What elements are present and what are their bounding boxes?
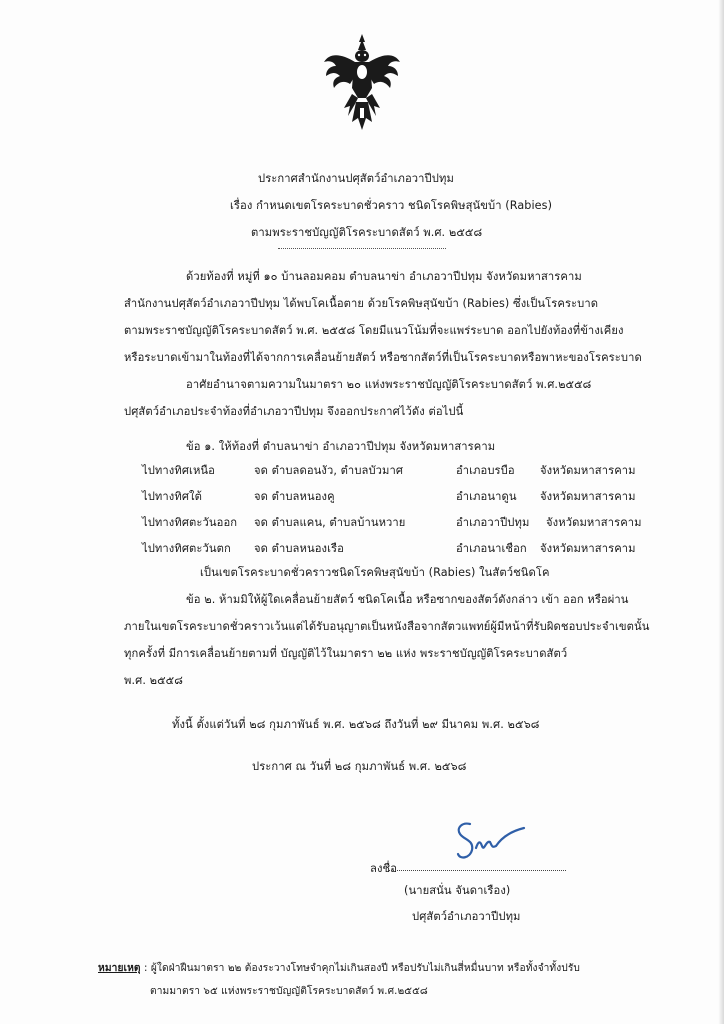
border-subdistrict: จด ตำบลแคน, ตำบลบ้านหวาย (254, 516, 406, 529)
note-line-1 (98, 962, 580, 976)
effective-period: ทั้งนี้ ตั้งแต่วันที่ ๒๘ กุมภาพันธ์ พ.ศ. ๒๕๖๘ ถึงวันที่ ๒๙ มีนาคม พ.ศ. ๒๕๖๘ (172, 718, 540, 731)
border-district: อำเภอวาปีปทุม (456, 516, 530, 529)
announcement-title: ประกาศสำนักงานปศุสัตว์อำเภอวาปีปทุม (258, 172, 454, 185)
border-subdistrict: จด ตำบลดอนงัว, ตำบลบัวมาศ (254, 464, 404, 477)
paragraph-2-line-2: ปศุสัตว์อำเภอประจำท้องที่อำเภอวาปีปทุม จึงออกประกาศไว้ดัง ต่อไปนี้ (124, 405, 464, 418)
border-province: จังหวัดมหาสารคาม (540, 464, 636, 477)
announcement-date: ประกาศ ณ วันที่ ๒๘ กุมภาพันธ์ พ.ศ. ๒๕๖๘ (252, 760, 467, 773)
signer-name: (นายสนั่น จันดาเรือง) (404, 884, 511, 897)
note-label: หมายเหตุ (98, 963, 141, 974)
signer-position: ปศุสัตว์อำเภอวาปีปทุม (412, 910, 521, 923)
note-text: : ผู้ใดฝ่าฝืนมาตรา ๒๒ ต้องระวางโทษจำคุกไม่เกินสองปี หรือปรับไม่เกินสี่หมื่นบาท หรือทั้งจำทั้งปรับ (140, 963, 580, 974)
border-subdistrict: จด ตำบลหนองคู (254, 490, 335, 503)
zone-declaration: เป็นเขตโรคระบาดชั่วคราวชนิดโรคพิษสุนัขบ้า (Rabies) ในสัตว์ชนิดโค (200, 566, 550, 579)
paragraph-1-line-1: ด้วยท้องที่ หมู่ที่ ๑๐ บ้านลอมคอม ตำบลนาข่า อำเภอวาปีปทุม จังหวัดมหาสารคาม (186, 270, 582, 283)
handwritten-signature (452, 818, 530, 868)
border-direction: ไปทางทิศใต้ (142, 490, 202, 503)
paragraph-1-line-3: ตามพระราชบัญญัติโรคระบาดสัตว์ พ.ศ. ๒๕๕๘ โดยมีแนวโน้มที่จะแพร่ระบาด ออกไปยังท้องที่ข้างเคียง (124, 324, 624, 337)
announcement-act: ตามพระราชบัญญัติโรคระบาดสัตว์ พ.ศ. ๒๕๕๘ (251, 226, 483, 239)
border-subdistrict: จด ตำบลหนองเรือ (254, 542, 344, 555)
clause-1: ข้อ ๑. ให้ท้องที่ ตำบลนาข่า อำเภอวาปีปทุม จังหวัดมหาสารคาม (186, 440, 496, 453)
announcement-subject: เรื่อง กำหนดเขตโรคระบาดชั่วคราว ชนิดโรคพิษสุนัขบ้า (Rabies) (230, 199, 553, 212)
border-district: อำเภอนาเชือก (456, 542, 527, 555)
clause-2-line-3: ทุกครั้งที่ มีการเคลื่อนย้ายตามที่ บัญญัติไว้ในมาตรา ๒๒ แห่ง พระราชบัญญัติโรคระบาดสัตว์ (124, 647, 568, 660)
paragraph-1-line-2: สำนักงานปศุสัตว์อำเภอวาปีปทุม ได้พบโคเนื้อตาย ด้วยโรคพิษสุนัขบ้า (Rabies) ซึ่งเป็นโรคระบาด (124, 297, 599, 310)
note-line-2: ตามมาตรา ๖๕ แห่งพระราชบัญญัติโรคระบาดสัตว์ พ.ศ.๒๕๕๘ (150, 986, 428, 997)
border-district: อำเภอนาดูน (456, 490, 517, 503)
border-direction: ไปทางทิศตะวันออก (142, 516, 238, 529)
paragraph-1-line-4: หรือระบาดเข้ามาในท้องที่ได้จากการเคลื่อนย้ายสัตว์ หรือซากสัตว์ที่เป็นโรคระบาดหรือพาหะของโรคระบาด (124, 351, 642, 364)
page-edge (718, 0, 724, 1024)
signature-label: ลงชื่อ (370, 862, 398, 875)
signature-line (388, 870, 566, 871)
paragraph-2-line-1: อาศัยอำนาจตามความในมาตรา ๒๐ แห่งพระราชบัญญัติโรคระบาดสัตว์ พ.ศ.๒๕๕๘ (186, 378, 592, 391)
border-province: จังหวัดมหาสารคาม (540, 542, 636, 555)
clause-2-line-2: ภายในเขตโรคระบาดชั่วคราวเว้นแต่ได้รับอนุญาตเป็นหนังสือจากสัตวแพทย์ผู้มีหน้าที่รับผิดชอบประจำเขตนั้น (124, 620, 650, 633)
border-direction: ไปทางทิศเหนือ (142, 464, 215, 477)
title-divider (278, 248, 446, 250)
border-province: จังหวัดมหาสารคาม (546, 516, 642, 529)
clause-2-line-1: ข้อ ๒. ห้ามมิให้ผู้ใดเคลื่อนย้ายสัตว์ ชนิดโคเนื้อ หรือซากของสัตว์ดังกล่าว เข้า ออก หรือผ่าน (186, 593, 629, 606)
clause-2-line-4: พ.ศ. ๒๕๕๘ (124, 674, 183, 687)
border-province: จังหวัดมหาสารคาม (540, 490, 636, 503)
border-district: อำเภอบรบือ (456, 464, 515, 477)
border-direction: ไปทางทิศตะวันตก (142, 542, 231, 555)
garuda-emblem-icon (322, 32, 402, 134)
